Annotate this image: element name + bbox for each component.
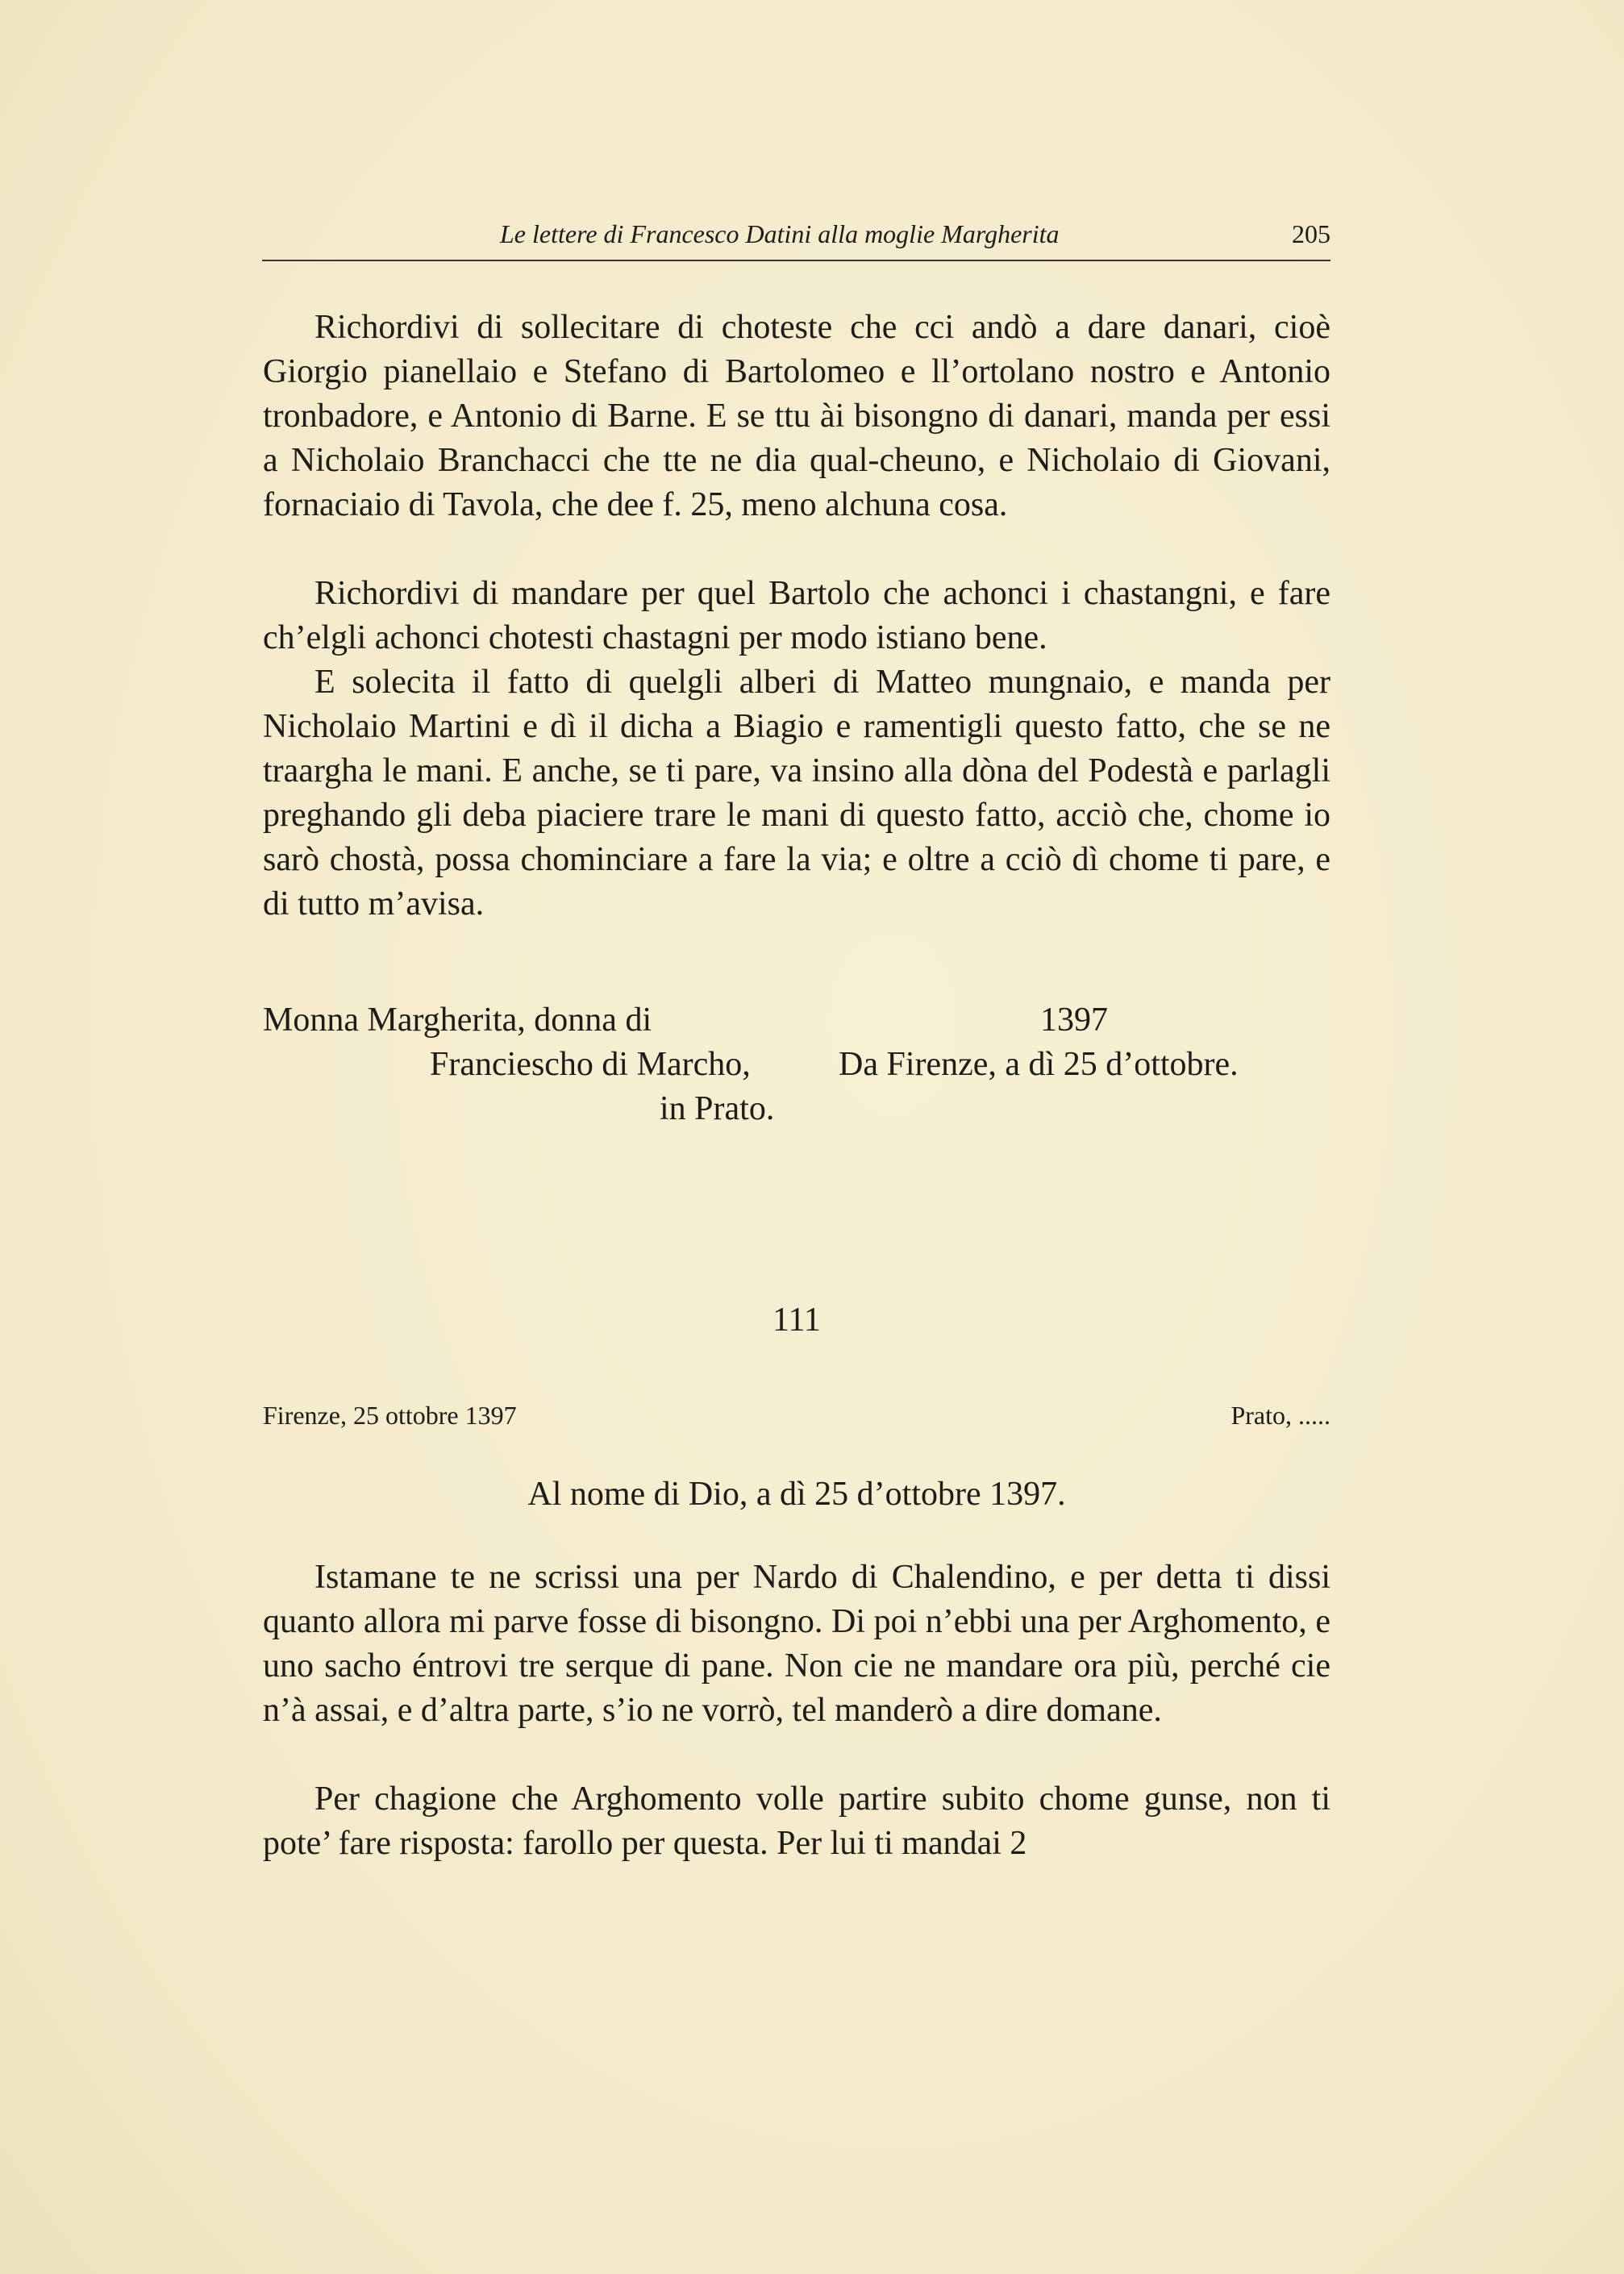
body-paragraph: Per chagione che Arghomento volle partire subito chome gunse, non ti pote’ fare risposta: farollo per questa. Per lui ti mandai 2 bbox=[263, 1780, 1330, 1862]
invocation: Al nome di Dio, a dì 25 d’ottobre 1397. bbox=[527, 1476, 1066, 1513]
dateline-right: Prato, ..... bbox=[1230, 1401, 1330, 1430]
address-year: 1397 bbox=[1040, 1002, 1108, 1039]
letter-number: 111 bbox=[772, 1302, 821, 1339]
body-paragraph: E solecita il fatto di quelgli alberi di Matteo mungnaio, e manda per Nicholaio Martini e dì il dicha a Biagio e ramentigli questo fatto, che se ne traargha le mani. E anche, se ti pare, va insino alla dòna del Podestà e parlagli preghando gli deba piaciere trare le mani di questo fatto, acciò che, chome io sarò chostà, possa chominciare a fare la via; e oltre a cciò dì chome ti pare, e di tutto m’avisa. bbox=[263, 664, 1330, 923]
body-paragraph: Richordivi di sollecitare di choteste che cci andò a dare danari, cioè Giorgio pianellaio e Stefano di Bartolomeo e ll’ortolano nostro e Antonio tronbadore, e Antonio di Barne. E se ttu ài bisongno di danari, manda per essi a Nicholaio Branchacci che tte ne dia qual-cheuno, e Nicholaio di Giovani, fornaciaio di Tavola, che dee f. 25, meno alchuna cosa. bbox=[263, 309, 1330, 523]
running-header bbox=[262, 211, 1330, 261]
address-destination: in Prato. bbox=[660, 1090, 775, 1127]
body-paragraph: Richordivi di mandare per quel Bartolo che achonci i chastangni, e fare ch’elgli achonci chotesti chastagni per modo istiano bene. bbox=[263, 575, 1330, 656]
body-paragraph: Istamane te ne scrissi una per Nardo di Chalendino, e per detta ti dissi quanto allora mi parve fosse di bisongno. Di poi n’ebbi una per Arghomento, e uno sacho éntrovi tre serque di pane. Non cie ne mandare ora più, perché cie n’à assai, e d’altra parte, s’io ne vorrò, tel manderò a dire domane. bbox=[263, 1559, 1330, 1729]
running-title: Le lettere di Francesco Datini alla moglie Margherita bbox=[500, 219, 1060, 248]
page-number: 205 bbox=[1292, 219, 1330, 248]
address-recipient: Monna Margherita, donna di bbox=[263, 1002, 652, 1039]
address-recipient-line2: Franciescho di Marcho, bbox=[430, 1046, 751, 1083]
address-place-date: Da Firenze, a dì 25 d’ottobre. bbox=[839, 1046, 1239, 1083]
dateline-left: Firenze, 25 ottobre 1397 bbox=[263, 1401, 517, 1430]
